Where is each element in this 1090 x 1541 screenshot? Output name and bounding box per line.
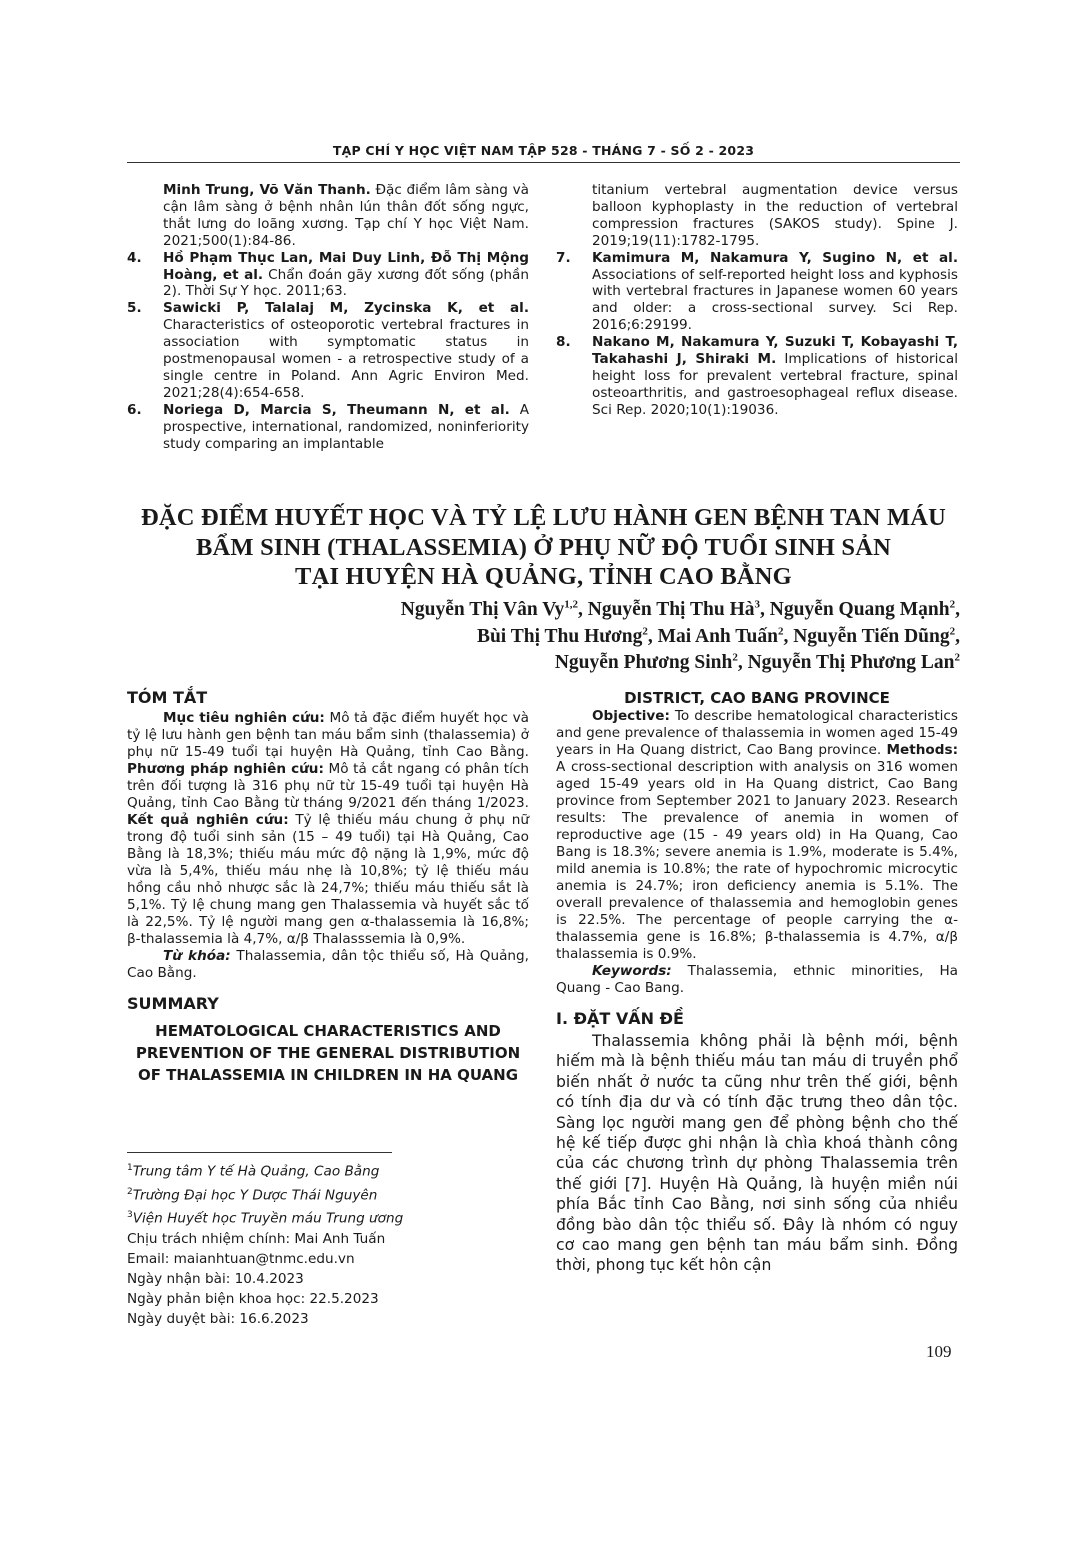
author-list xyxy=(401,597,960,677)
author-name: Bùi Thị Thu Hương xyxy=(476,625,643,647)
methods-label: Phương pháp nghiên cứu: xyxy=(127,761,324,777)
author-line xyxy=(401,624,960,651)
reference-authors: Nakano M, Nakamura Y, Suzuki T, Kobayashi T, Takahashi J, Shiraki M. xyxy=(592,334,958,368)
summary-title-line: OF THALASSEMIA IN CHILDREN IN HA QUANG xyxy=(137,1066,519,1084)
author-separator: , xyxy=(737,652,748,673)
author-affiliation: 2 xyxy=(949,625,956,637)
author-separator: , xyxy=(955,599,960,620)
objective-text: To describe hematological characteristics and gene prevalence of thalassemia in women aged 15-49 years in Ha Quang district, Cao Bang province. xyxy=(556,708,958,758)
contact-email[interactable]: Email: maianhtuan@tnmc.edu.vn xyxy=(127,1250,355,1267)
footnote-divider xyxy=(127,1152,392,1153)
keywords-label: Từ khóa: xyxy=(163,948,231,964)
references-right-column xyxy=(556,182,958,419)
summary-title-line: DISTRICT, CAO BANG PROVINCE xyxy=(624,689,890,707)
running-header: TẠP CHÍ Y HỌC VIỆT NAM TẬP 528 - THÁNG 7 - SỐ 2 - 2023 xyxy=(332,143,755,158)
intro-heading: I. ĐẶT VẤN ĐỀ xyxy=(556,1009,684,1028)
reference-authors: Hồ Phạm Thục Lan, Mai Duy Linh, Đỗ Thị Mộng Hoàng, et al. xyxy=(163,249,529,283)
summary-right-column xyxy=(556,689,958,1276)
results-label: Kết quả nghiên cứu: xyxy=(127,812,289,828)
affiliation-note: $^2$Trường Đại học Y Dược Thái Nguyên xyxy=(127,1186,378,1204)
author-name: Mai Anh Tuấn xyxy=(657,625,778,647)
date-received: Ngày nhận bài: 10.4.2023 xyxy=(127,1270,304,1287)
header-divider xyxy=(127,162,960,163)
references-left-column xyxy=(127,182,529,453)
summary-title-line: PREVENTION OF THE GENERAL DISTRIBUTION xyxy=(135,1044,521,1062)
keywords-label: Keywords: xyxy=(592,963,672,979)
author-name: Nguyễn Thị Vân Vy xyxy=(400,599,565,620)
reference-number: 6. xyxy=(127,401,142,418)
methods-text: Mô tả cắt ngang có phân tích trên đối tượng là 316 phụ nữ từ 15-49 tuổi tại huyện Hà Quảng, tỉnh Cao Bằng từ tháng 9/2021 đến tháng 1/2023. xyxy=(127,761,529,811)
reference-text: A prospective, international, randomized, noninferiority study comparing an implantable xyxy=(163,401,530,452)
keywords-en xyxy=(556,963,958,997)
abstract-vi-body xyxy=(127,710,529,948)
reference-authors: Minh Trung, Võ Văn Thanh. xyxy=(163,182,371,198)
author-affiliation: 2 xyxy=(642,625,648,637)
objective-label: Mục tiêu nghiên cứu: xyxy=(163,710,325,726)
reference-number: 5. xyxy=(127,300,142,317)
responsible-author: Chịu trách nhiệm chính: Mai Anh Tuấn xyxy=(127,1230,386,1247)
reference-text: Đặc điểm lâm sàng và cận lâm sàng ở bệnh nhân lún thân đốt sống ngực, thắt lưng do loãng xương. Tạp chí Y học Việt Nam. 2021;500(1):84-86. xyxy=(163,182,529,249)
reference-item xyxy=(556,182,958,250)
page-number: 109 xyxy=(926,1342,952,1361)
reference-item xyxy=(127,182,529,250)
article-title-line: TẠI HUYỆN HÀ QUẢNG, TỈNH CAO BẰNG xyxy=(295,563,792,590)
reference-text: Characteristics of osteoporotic vertebral fractures in association with symptomatic status in postmenopausal women - a retrospective study of a single centre in Poland. Ann Agric Environ Med. 2021;28(4):654-658. xyxy=(163,317,529,401)
reference-item xyxy=(127,300,529,401)
author-affiliation: 2 xyxy=(949,598,956,611)
reference-number: 7. xyxy=(556,249,571,266)
author-line xyxy=(401,650,960,677)
methods-label: Methods: xyxy=(886,742,959,758)
date-reviewed: Ngày phản biện khoa học: 22.5.2023 xyxy=(127,1290,379,1307)
date-accepted: Ngày duyệt bài: 16.6.2023 xyxy=(127,1310,309,1327)
author-affiliation: 1,2 xyxy=(564,598,578,611)
reference-item xyxy=(556,334,958,419)
author-name: Nguyễn Thị Phương Lan xyxy=(747,652,955,673)
author-line xyxy=(401,597,960,624)
reference-authors: Noriega D, Marcia S, Theumann N, et al. xyxy=(163,401,510,418)
author-separator: , xyxy=(783,625,794,647)
author-affiliation: 2 xyxy=(954,651,960,664)
affiliation-note: $^3$Viện Huyết học Truyền máu Trung ương xyxy=(127,1210,404,1227)
intro-paragraph: Thalassemia không phải là bệnh mới, bệnh hiếm mà là bệnh thiếu máu tan máu di truyền phổ biến nhất ở nước ta cũng như trên thế giới, bệnh có tính địa dư và có tính đặc trưng theo dân tộc. Sàng lọc người mang gen để phòng bệnh cho thế hệ kế tiếp được ghi nhận là chìa khoá thành công của các chương trình dự phòng Thalassemia trên thế giới [7]. Huyện Hà Quảng, là huyện miền núi phía Bắc tỉnh Cao Bằng, nơi sinh sống của nhiều đồng bào dân tộc thiểu số. Đây là nhóm có nguy cơ cao mang gen bệnh tan máu bẩm sinh. Đồng thời, phong tục kết hôn cận xyxy=(556,1032,958,1275)
results-text: Tỷ lệ thiếu máu chung ở phụ nữ trong độ tuổi sinh sản (15 – 49 tuổi) tại Hà Quảng, Cao Bằng là 18,3%; thiếu máu mức độ nặng là 1,9%, mức độ vừa là 5,4%, thiếu máu nhẹ là 10,8%; tỷ lệ thiếu máu hồng cầu nhỏ nhược sắc là 24,7%; thiếu máu thiếu sắt là 5,1%. Tỷ lệ chung mang gen Thalassemia và huyết sắc tố là 22,5%. Tỷ lệ người mang gen α-thalassemia là 16,8%; β-thalassemia là 4,7%, α/β Thalasssemia là 0,9%. xyxy=(127,812,529,947)
summary-heading: SUMMARY xyxy=(127,994,219,1013)
author-affiliation: 3 xyxy=(754,598,760,611)
reference-text: Implications of historical height loss for prevalent vertebral fracture, spinal osteoarthritis, and gastroesophageal reflux disease. Sci Rep. 2020;10(1):19036. xyxy=(592,351,958,418)
keywords-text: Thalassemia, ethnic minorities, Ha Quang - Cao Bang. xyxy=(556,963,958,996)
reference-text: Chẩn đoán gãy xương đốt sống (phần 2). Thời Sự Y học. 2011;63. xyxy=(163,266,529,300)
reference-number: 4. xyxy=(127,249,142,266)
summary-title xyxy=(127,1020,529,1086)
article-title xyxy=(127,503,960,592)
author-affiliation: 2 xyxy=(777,625,784,637)
keywords-vi xyxy=(127,948,529,982)
reference-text: Associations of self-reported height loss and kyphosis with vertebral fractures in Japanese women 60 years and older: a cross-sectional survey. Sci Rep. 2016;6:29199. xyxy=(592,266,958,334)
objective-text: Mô tả đặc điểm huyết học và tỷ lệ lưu hành gen bệnh tan máu bẩm sinh (thalassemia) ở phụ nữ 15-49 tuổi tại huyện Hà Quảng, tỉnh Cao Bằng. xyxy=(127,710,529,760)
objective-label: Objective: xyxy=(592,708,670,724)
abstract-left-column xyxy=(127,688,529,1086)
reference-item xyxy=(127,402,529,453)
reference-authors: Kamimura M, Nakamura Y, Sugino N, et al. xyxy=(592,249,958,266)
reference-item xyxy=(556,250,958,335)
author-separator: , xyxy=(578,599,588,620)
article-title-line: BẨM SINH (THALASSEMIA) Ở PHỤ NỮ ĐỘ TUỔI SINH SẢN xyxy=(195,533,891,561)
article-title-line: ĐẶC ĐIỂM HUYẾT HỌC VÀ TỶ LỆ LƯU HÀNH GEN BỆNH TAN MÁU xyxy=(140,504,947,531)
keywords-text: Thalassemia, dân tộc thiểu số, Hà Quảng, Cao Bằng. xyxy=(127,948,529,981)
reference-text: titanium vertebral augmentation device versus balloon kyphoplasty in the reduction of vertebral compression fractures (SAKOS study). Spine J. 2019;19(11):1782-1795. xyxy=(592,182,958,249)
reference-authors: Sawicki P, Talalaj M, Zycinska K, et al. xyxy=(163,300,529,317)
summary-title-line: HEMATOLOGICAL CHARACTERISTICS AND xyxy=(155,1022,501,1040)
author-name: Nguyễn Tiến Dũng xyxy=(793,625,950,647)
summary-body xyxy=(556,708,958,963)
abstract-heading: TÓM TẮT xyxy=(127,688,208,707)
author-name: Nguyễn Quang Mạnh xyxy=(769,599,950,620)
affiliation-note: $^1$Trung tâm Y tế Hà Quảng, Cao Bằng xyxy=(127,1163,380,1180)
author-affiliation: 2 xyxy=(732,651,738,664)
reference-item xyxy=(127,250,529,301)
reference-number: 8. xyxy=(556,334,571,351)
author-name: Nguyễn Phương Sinh xyxy=(554,652,733,673)
author-name: Nguyễn Thị Thu Hà xyxy=(587,599,755,620)
methods-text: A cross-sectional description with analysis on 316 women aged 15-49 years old in Ha Quang district, Cao Bang province from September 2021 to January 2023. Research results: The prevalence of anemia in women of reproductive age (15 - 49 years old) in Ha Quang, Cao Bang is 18.3%; severe anemia is 1.9%, moderate is 5.4%, mild anemia is 10.8%; the rate of hypochromic microcytic anemia is 24.7%; iron deficiency anemia is 5.1%. The overall prevalence of thalassemia and hemoglobin genes is 22.5%. The percentage of people carrying the α-thalassemia gene is 16.8%; β-thalassemia is 4.7%, α/β thalassemia is 0.9%. xyxy=(556,759,958,962)
author-separator: , xyxy=(955,625,960,647)
footnotes xyxy=(127,1158,529,1329)
author-separator: , xyxy=(759,599,770,620)
author-separator: , xyxy=(647,625,658,647)
